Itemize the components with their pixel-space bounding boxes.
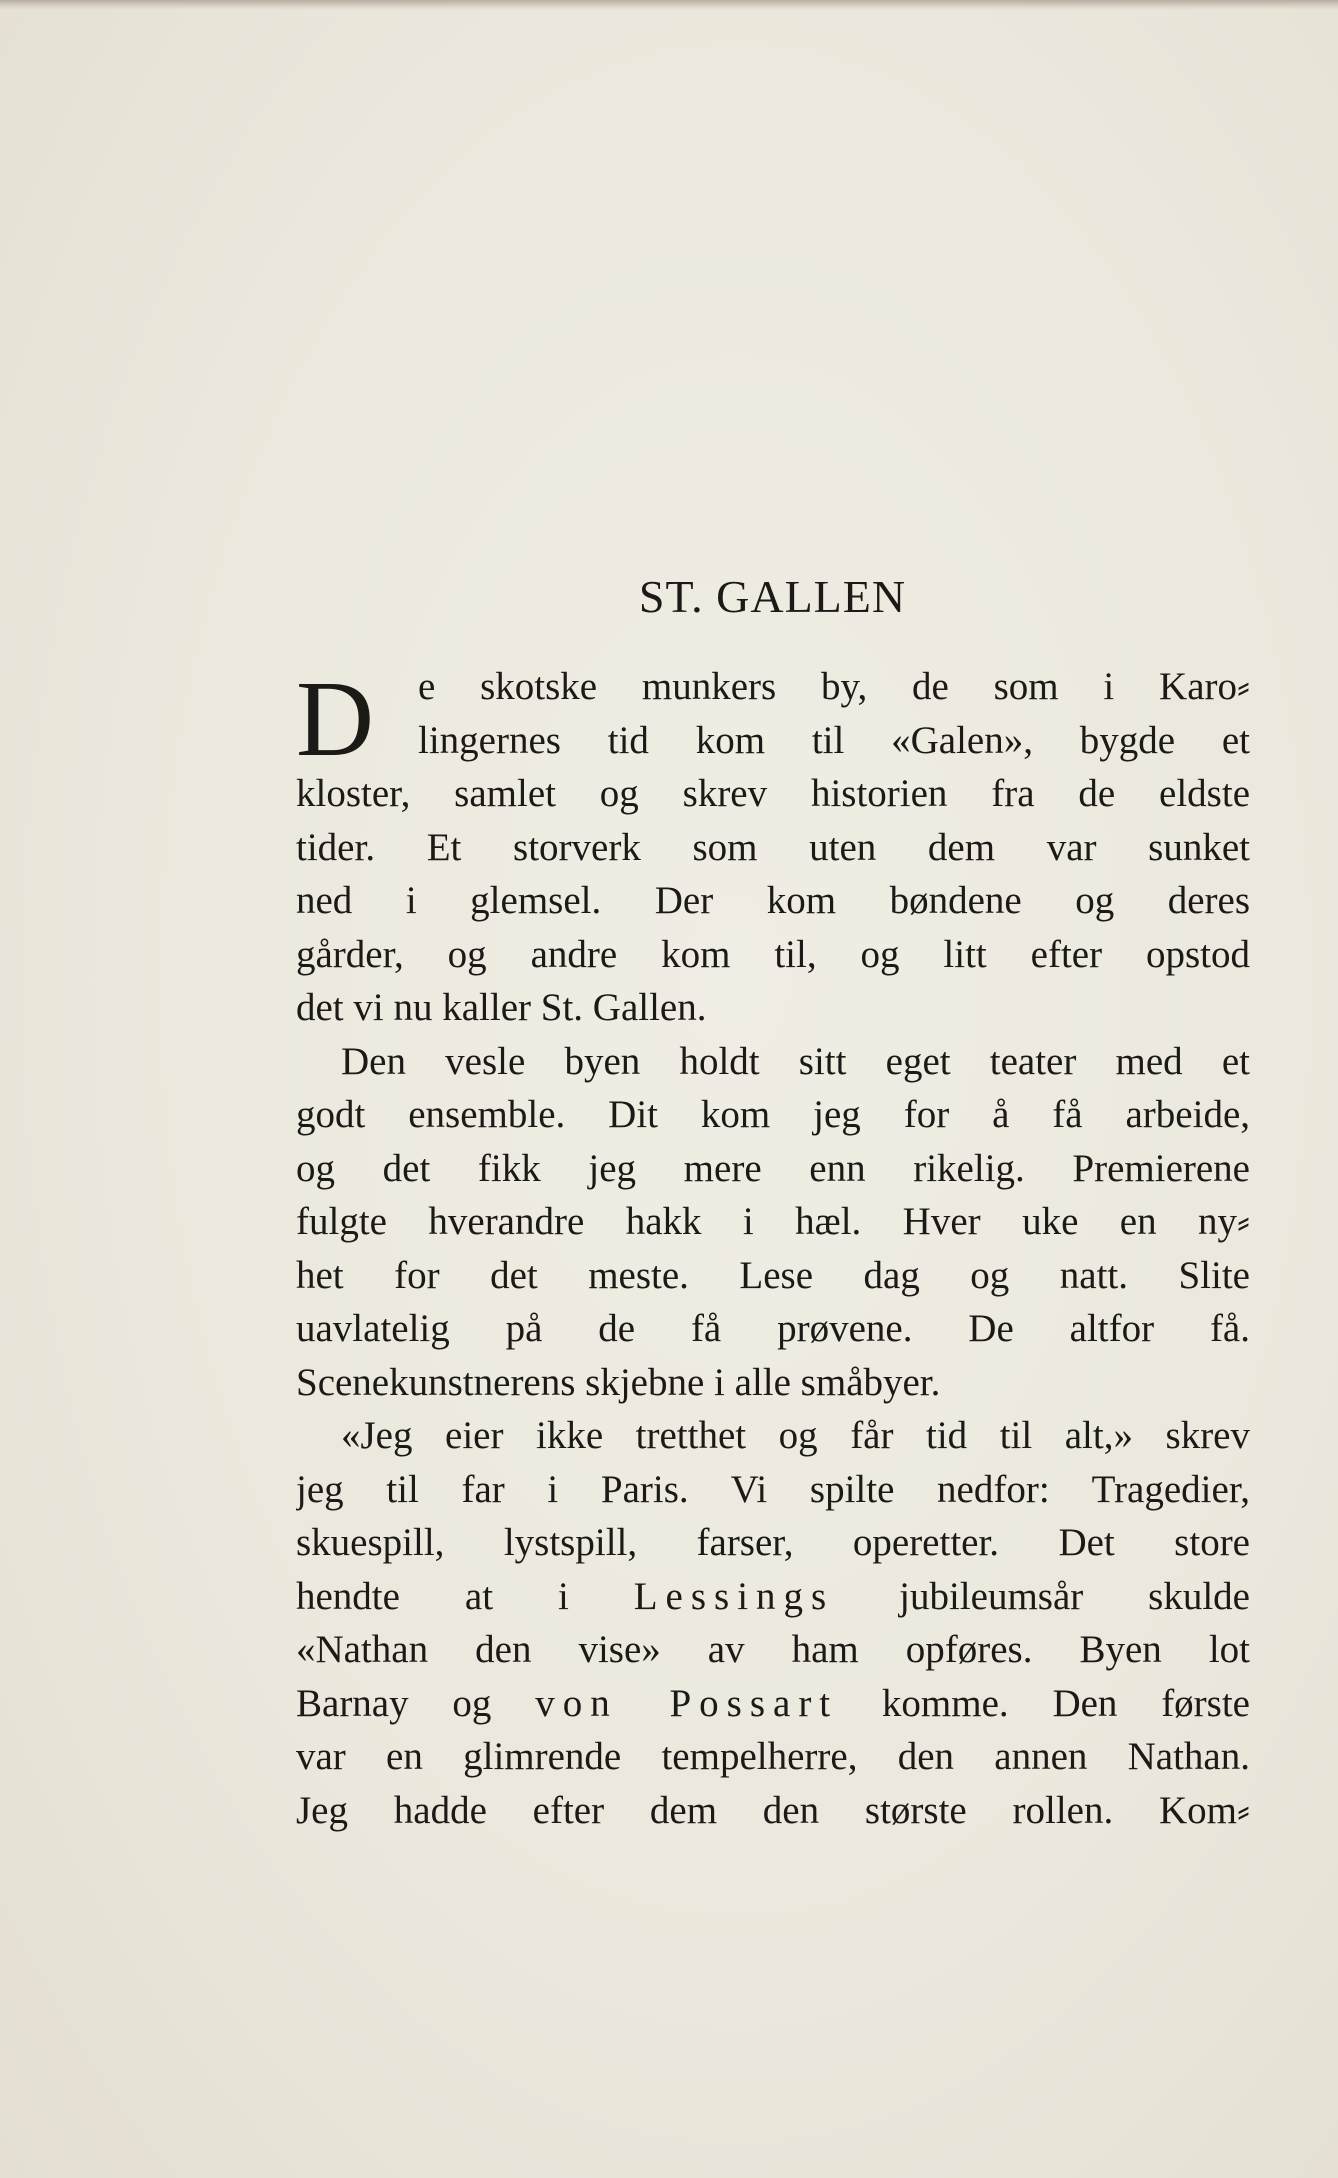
text-line: e skotske munkers by, de som i Karo⸗ xyxy=(418,665,1250,708)
text-segment: jubileumsår skulde xyxy=(834,1574,1250,1618)
text-line: «Nathan den vise» av ham opføres. Byen lot xyxy=(296,1628,1250,1671)
text-line: ned i glemsel. Der kom bøndene og deres xyxy=(296,879,1250,922)
body-text xyxy=(296,660,1250,1837)
text-line: fulgte hverandre hakk i hæl. Hver uke en ny⸗ xyxy=(296,1200,1250,1243)
text-line: det vi nu kaller St. Gallen. xyxy=(296,986,707,1029)
text-line xyxy=(296,1570,1250,1624)
text-line: gårder, og andre kom til, og litt efter opstod xyxy=(296,932,1250,976)
text-line: Scenekunstnerens skjebne i alle småbyer. xyxy=(296,1360,941,1404)
text-line: var en glimrende tempelherre, den annen Nathan. xyxy=(296,1735,1250,1778)
text-line: lingernes tid kom til «Galen», bygde et xyxy=(418,718,1250,762)
text-line: jeg til far i Paris. Vi spilte nedfor: Tragedier, xyxy=(296,1467,1250,1511)
chapter-title: ST. GALLEN xyxy=(638,571,907,622)
text-segment: Barnay og xyxy=(296,1681,536,1725)
spaced-name-lessings: Lessings xyxy=(633,1574,835,1618)
text-line xyxy=(296,1677,1250,1731)
text-line: og det fikk jeg mere enn rikelig. Premierene xyxy=(296,1146,1250,1190)
spaced-name-possart: von Possart xyxy=(535,1681,839,1725)
text-line: tider. Et storverk som uten dem var sunket xyxy=(296,825,1250,869)
text-line: godt ensemble. Dit kom jeg for å få arbeide, xyxy=(296,1093,1250,1136)
text-line: Den vesle byen holdt sitt eget teater med et xyxy=(341,1039,1250,1083)
text-line: het for det meste. Lese dag og natt. Slite xyxy=(296,1253,1250,1297)
text-line: skuespill, lystspill, farser, operetter. Det store xyxy=(296,1521,1250,1564)
text-line: Jeg hadde efter dem den største rollen. Kom⸗ xyxy=(296,1788,1250,1832)
text-segment: hendte at i xyxy=(296,1574,634,1618)
text-line: uavlatelig på de få prøvene. De altfor få. xyxy=(296,1307,1250,1350)
text-line: «Jeg eier ikke tretthet og får tid til alt,» skrev xyxy=(341,1414,1250,1457)
text-segment: komme. Den første xyxy=(838,1681,1250,1725)
text-line: kloster, samlet og skrev historien fra de eldste xyxy=(296,772,1250,815)
page-top-edge xyxy=(0,0,1338,10)
drop-cap-letter: D xyxy=(296,660,374,779)
